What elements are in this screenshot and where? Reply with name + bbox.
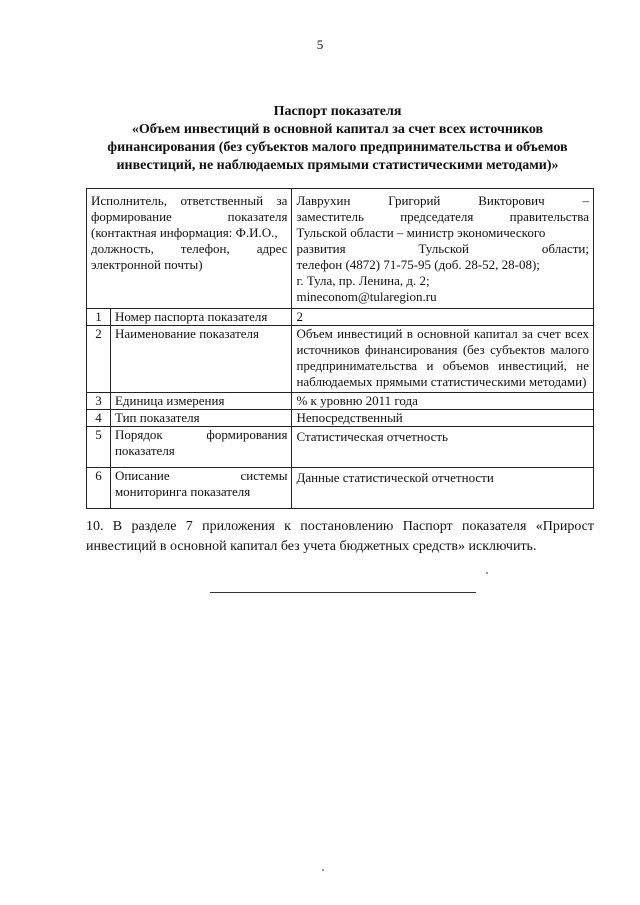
- word: за: [276, 193, 288, 208]
- word: Григорий: [388, 193, 441, 208]
- row-value: Данные статистической отчетности: [292, 468, 594, 509]
- title-line: Паспорт показателя: [273, 104, 402, 119]
- word: показателя: [227, 209, 288, 224]
- executor-label-line: (контактная информация: Ф.И.О.,: [91, 225, 278, 240]
- row-label: Наименование показателя: [110, 326, 292, 393]
- executor-value-line: [296, 193, 589, 209]
- table-row: [87, 309, 594, 326]
- body-paragraph: 10. В разделе 7 приложения к постановлению Паспорт показателя «Прирост инвестиций в основной капитал без учета бюджетных средств» исключить.: [86, 519, 594, 554]
- row-value: Непосредственный: [292, 410, 594, 427]
- row-number: 2: [87, 326, 111, 393]
- table-row-executor: [87, 189, 594, 309]
- executor-value-line: [296, 241, 589, 257]
- word: Тульской: [418, 241, 470, 256]
- executor-value-line: [296, 209, 589, 225]
- title-line: «Объем инвестиций в основной капитал за счет всех источников: [131, 122, 544, 137]
- executor-label-line: [91, 209, 287, 225]
- word: правительства: [509, 209, 589, 224]
- passport-table: [86, 188, 594, 509]
- word: председателя: [400, 209, 474, 224]
- word: должность,: [91, 241, 154, 256]
- word: Исполнитель,: [91, 193, 167, 208]
- word: заместитель: [296, 209, 364, 224]
- scan-speck: [322, 869, 324, 871]
- word: адрес: [256, 241, 288, 256]
- word: развития: [296, 241, 346, 256]
- table-row: [87, 410, 594, 427]
- executor-label-line: [91, 241, 287, 257]
- row-number: 3: [87, 393, 111, 410]
- executor-email: mineconom@tularegion.ru: [296, 289, 437, 304]
- row-number: 6: [87, 468, 111, 509]
- scan-speck: [486, 572, 488, 574]
- row-label: Номер паспорта показателя: [110, 309, 292, 326]
- row-number: 4: [87, 410, 111, 427]
- row-label: Описание системы мониторинга показателя: [110, 468, 292, 509]
- executor-value-line: Тульской области – министр экономического: [296, 225, 546, 240]
- executor-label-cell: [87, 189, 292, 309]
- row-value: % к уровню 2011 года: [292, 393, 594, 410]
- table-row: [87, 468, 594, 509]
- document-title: [80, 103, 595, 175]
- word: Викторович: [478, 193, 545, 208]
- executor-value-cell: [292, 189, 594, 309]
- title-line: инвестиций, не наблюдаемых прямыми статистическими методами)»: [116, 158, 559, 173]
- executor-value-line: телефон (4872) 71-75-95 (доб. 28-52, 28-08);: [296, 257, 540, 272]
- word: телефон,: [180, 241, 230, 256]
- word: области;: [541, 241, 589, 256]
- row-value: Статистическая отчетность: [292, 427, 594, 468]
- executor-value-line: г. Тула, пр. Ленина, д. 2;: [296, 273, 430, 288]
- word: ответственный: [180, 193, 264, 208]
- row-label: Порядок формирования показателя: [110, 427, 292, 468]
- word: Лаврухин: [296, 193, 351, 208]
- title-line: финансирования (без субъектов малого предпринимательства и объемов: [107, 140, 568, 155]
- word: формирование: [91, 209, 172, 224]
- row-value: Объем инвестиций в основной капитал за счет всех источников финансирования (без субъектов малого предпринимательства и объемов инвестиций, не наблюдаемых прямыми статистическими методами): [292, 326, 594, 393]
- table-row: [87, 326, 594, 393]
- executor-label-line: электронной почты): [91, 257, 203, 272]
- row-number: 5: [87, 427, 111, 468]
- executor-label-line: [91, 193, 287, 209]
- row-label: Тип показателя: [110, 410, 292, 427]
- table-row: [87, 427, 594, 468]
- row-number: 1: [87, 309, 111, 326]
- row-value: 2: [292, 309, 594, 326]
- page-number: 5: [316, 37, 324, 52]
- table-row: [87, 393, 594, 410]
- word: –: [582, 193, 589, 208]
- horizontal-divider: [210, 592, 476, 593]
- row-label: Единица измерения: [110, 393, 292, 410]
